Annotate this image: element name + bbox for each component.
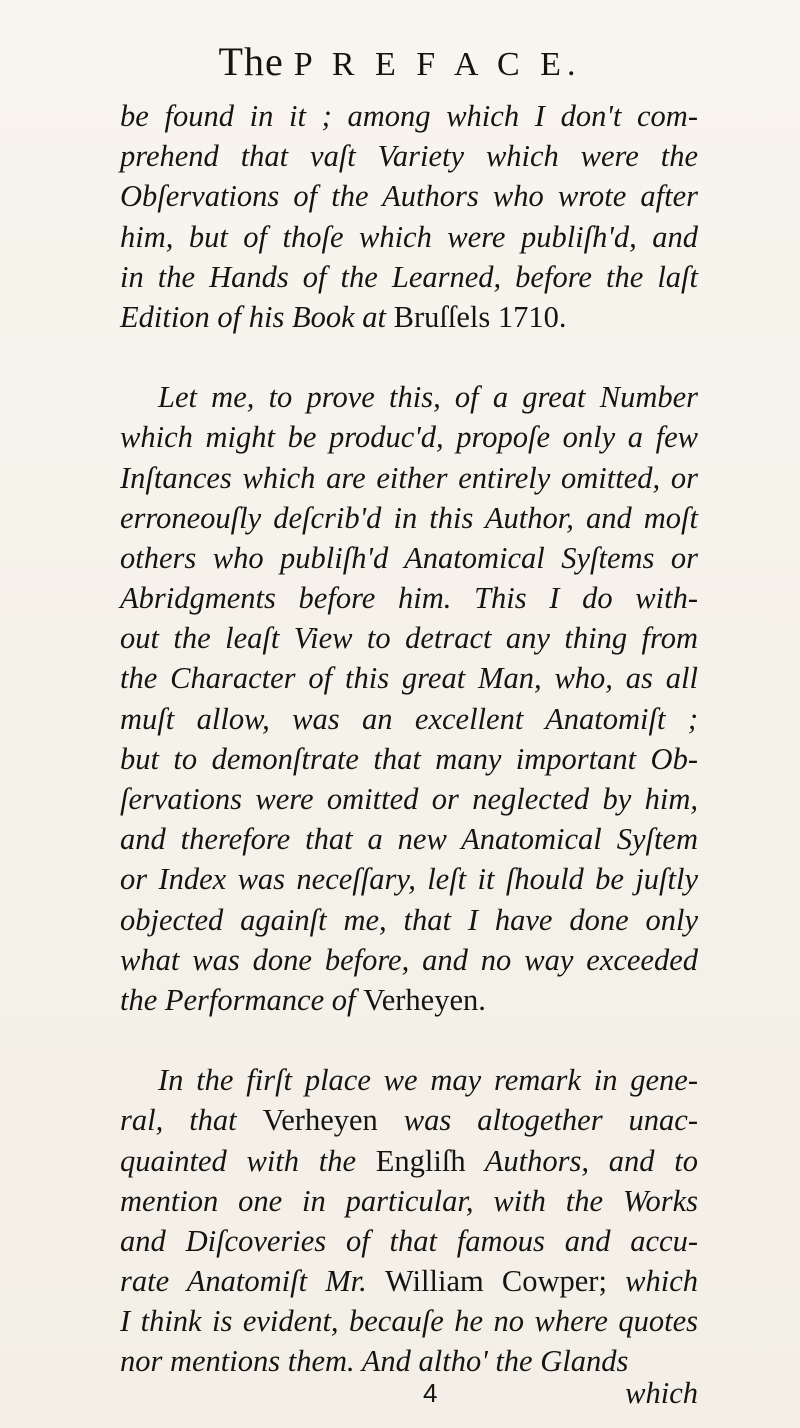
italic-text: the Performance of [120, 982, 364, 1017]
text-line [120, 1141, 698, 1181]
preface-text [120, 96, 698, 1382]
text-line [120, 297, 698, 337]
text-line [120, 257, 698, 297]
italic-text: muſt allow, was an excellent Anatomiſt ; [120, 701, 698, 736]
italic-text: Obſervations of the Authors who wrote after [120, 179, 698, 214]
text-line [120, 739, 698, 779]
text-line [120, 136, 698, 176]
text-line [120, 578, 698, 618]
text-line [120, 1261, 698, 1301]
roman-text: Verheyen [262, 1103, 378, 1138]
text-line [120, 1181, 698, 1221]
running-head-the: The [218, 39, 284, 84]
text-line [120, 618, 698, 658]
italic-text: objected againſt me, that I have done only [120, 902, 698, 937]
italic-text: was altogether unac- [377, 1103, 698, 1138]
text-line [120, 458, 698, 498]
italic-text: out the leaſt View to detract any thing from [120, 621, 698, 656]
text-line [120, 538, 698, 578]
text-line [120, 699, 698, 739]
page-footer [120, 1373, 698, 1413]
italic-text: in the Hands of the Learned, before the laſt [120, 259, 698, 294]
paragraph-gap [120, 337, 698, 377]
italic-text: what was done before, and no way exceeded [120, 942, 698, 977]
text-line [120, 417, 698, 457]
italic-text: which might be produc'd, propoſe only a few [120, 420, 698, 455]
italic-text: which [606, 1264, 699, 1299]
italic-text: In the firſt place we may remark in gene- [158, 1063, 698, 1098]
italic-text: Authors, and to [465, 1143, 698, 1178]
text-line [120, 940, 698, 980]
italic-text: be found in it ; among which I don't com- [120, 99, 698, 133]
italic-text: and Diſcoveries of that famous and accu- [120, 1223, 698, 1258]
text-line [120, 980, 698, 1020]
italic-text: quainted with the [120, 1143, 376, 1178]
italic-text: prehend that vaſt Variety which were the [120, 139, 698, 174]
text-line [120, 1100, 698, 1140]
text-line [120, 377, 698, 417]
italic-text: Inſtances which are either entirely omitted, or [120, 460, 698, 495]
italic-text: others who publiſh'd Anatomical Syſtems or [120, 540, 698, 575]
italic-text: but to demonſtrate that many important Ob- [120, 741, 698, 776]
text-line [120, 1301, 698, 1341]
roman-text: Engliſh [375, 1143, 466, 1178]
italic-text: him, but of thoſe which were publiſh'd, and [120, 219, 698, 254]
paragraph-gap [120, 1020, 698, 1060]
italic-text: mention one in particular, with the Works [120, 1183, 698, 1218]
italic-text: ſervations were omitted or neglected by him, [120, 782, 698, 816]
roman-text: Bruſſels 1710. [393, 299, 567, 334]
italic-text: or Index was neceſſary, leſt it ſhould be juſtly [120, 862, 698, 897]
italic-text: Abridgments before him. This I do with- [120, 581, 698, 616]
text-line [120, 779, 698, 819]
running-head-preface: P R E F A C E. [293, 46, 582, 83]
text-line [120, 1060, 698, 1100]
text-line [120, 819, 698, 859]
italic-text: Edition of his Book at [120, 299, 394, 334]
italic-text: rate Anatomiſt Mr. [120, 1264, 385, 1299]
roman-text: William Cowper; [384, 1264, 607, 1299]
text-line [120, 96, 698, 136]
italic-text: nor mentions them. And altho' the Glands [120, 1344, 629, 1379]
roman-text: Verheyen. [363, 982, 486, 1017]
text-line [120, 217, 698, 257]
text-line [120, 900, 698, 940]
text-line [120, 859, 698, 899]
italic-text: I think is evident, becauſe he no where quotes [120, 1304, 698, 1339]
italic-text: Let me, to prove this, of a great Number [158, 380, 698, 415]
italic-text: ral, that [120, 1103, 263, 1138]
italic-text: the Character of this great Man, who, as all [120, 661, 698, 696]
italic-text: erroneouſly deſcrib'd in this Author, and moſt [120, 500, 698, 535]
text-line [120, 176, 698, 216]
italic-text: and therefore that a new Anatomical Syſtem [120, 822, 698, 857]
catchword: which [625, 1376, 698, 1410]
text-line [120, 498, 698, 538]
text-line [120, 1221, 698, 1261]
running-head [0, 39, 800, 84]
signature-mark: 4 [423, 1378, 438, 1408]
text-line [120, 658, 698, 698]
